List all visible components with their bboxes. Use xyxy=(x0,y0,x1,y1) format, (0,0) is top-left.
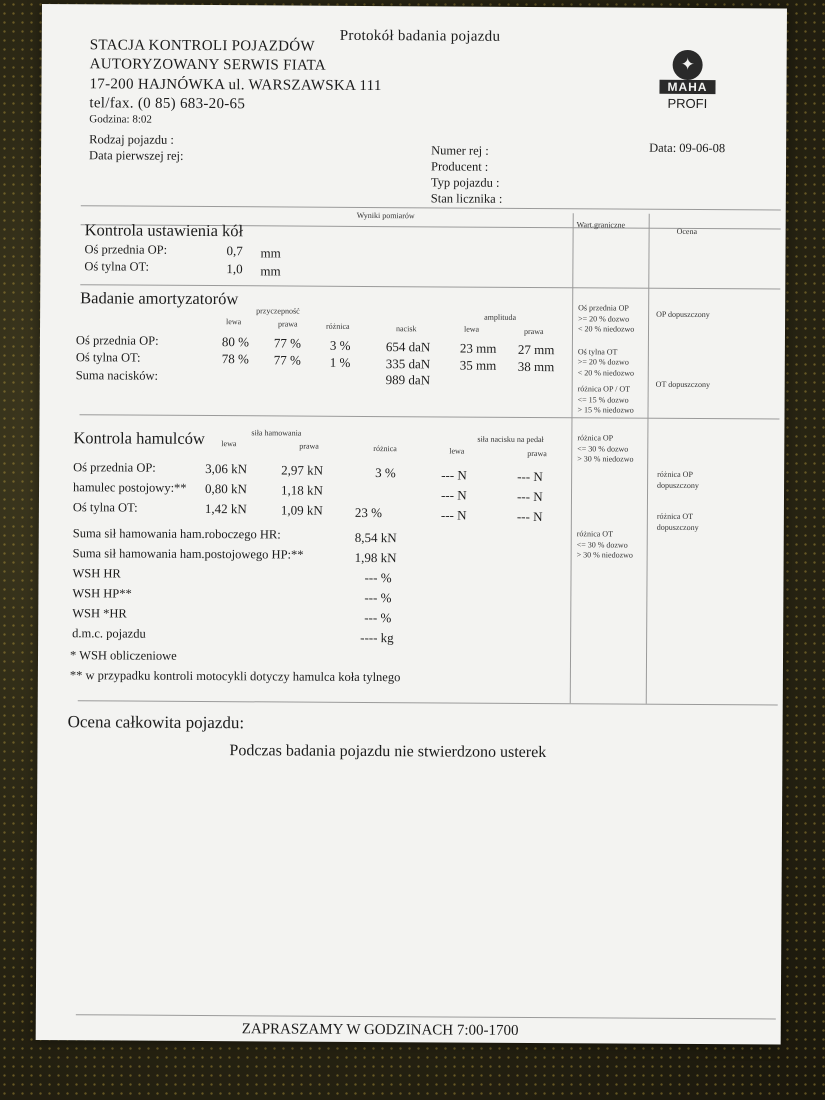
brakes-rear-pedal-right: --- N xyxy=(516,508,543,525)
shocks-rear-load: 335 daN xyxy=(385,356,431,372)
mileage-label: Stan licznika : xyxy=(430,191,503,206)
footnote-wsh: * WSH obliczeniowe xyxy=(69,648,177,663)
brakes-front-right: 2,97 kN xyxy=(281,462,324,478)
shocks-left-header: lewa xyxy=(226,317,242,327)
brakes-parking-right: 1,18 kN xyxy=(280,482,323,498)
shocks-limit-line: różnica OP / OT xyxy=(577,384,631,394)
report-date: Data: 09-06-08 xyxy=(649,140,726,156)
shocks-rating-front: OP dopuszczony xyxy=(656,309,710,320)
brakes-pedal-left-header: lewa xyxy=(449,446,465,456)
brakes-front-pedal-right: --- N xyxy=(517,468,543,485)
vehicle-type-label: Rodzaj pojazdu : xyxy=(89,132,174,147)
alignment-front-value: 0,7 xyxy=(226,243,243,259)
logo-caption: PROFI xyxy=(667,95,708,112)
brakes-pedal-right-header: prawa xyxy=(527,448,547,459)
brakes-limit-line: różnica OP xyxy=(577,433,614,443)
shocks-section-title: Badanie amortyzatorów xyxy=(80,288,239,309)
shocks-limit-line: < 20 % niedozwo xyxy=(577,324,635,334)
shocks-rear-left: 78 % xyxy=(221,351,249,367)
shocks-limit-line: >= 20 % dozwo xyxy=(577,357,629,367)
brakes-section-title: Kontrola hamulców xyxy=(73,428,205,449)
brakes-parking-label: hamulec postojowy:** xyxy=(73,480,187,495)
inspection-report-sheet xyxy=(36,4,787,1045)
table-bottom-divider xyxy=(78,700,778,705)
brakes-limit-line: <= 30 % dozwo xyxy=(576,539,628,550)
shocks-sum-label: Suma nacisków: xyxy=(75,368,159,383)
shocks-limit-line: > 15 % niedozwo xyxy=(577,405,634,415)
alignment-rear-unit: mm xyxy=(260,263,281,279)
shocks-limit-line: <= 15 % dozwo xyxy=(577,394,629,405)
shocks-rear-diff: 1 % xyxy=(329,354,351,370)
gvw-label: d.m.c. pojazdu xyxy=(72,626,146,641)
station-phone: tel/fax. (0 85) 683-20-65 xyxy=(89,95,246,113)
station-name: STACJA KONTROLI POJAZDÓW xyxy=(89,37,315,55)
shocks-amp-left-header: lewa xyxy=(463,324,480,334)
wsh-hp-value: --- % xyxy=(364,589,392,606)
registration-number-label: Numer rej : xyxy=(431,143,489,158)
brakes-rear-diff: 23 % xyxy=(354,504,383,521)
shocks-adhesion-header: przyczepność xyxy=(256,306,300,316)
brakes-limits-rear xyxy=(577,529,633,561)
brakes-limit-line: różnica OT xyxy=(576,529,614,539)
overall-rating-result: Podczas badania pojazdu nie stwierdzono usterek xyxy=(229,742,547,762)
brakes-rear-right: 1,09 kN xyxy=(280,502,323,518)
gvw-value: ---- kg xyxy=(360,629,394,646)
brakes-rating-rear xyxy=(657,512,699,533)
brakes-rear-pedal-left: --- N xyxy=(440,507,467,523)
shocks-limit-line: Oś przednia OP xyxy=(578,303,629,313)
brakes-limit-line: > 30 % niedozwo xyxy=(576,550,633,560)
alignment-section-title: Kontrola ustawienia kół xyxy=(84,220,244,241)
shocks-rear-amp-right: 38 mm xyxy=(517,358,555,375)
shocks-sum-value: 989 daN xyxy=(385,372,431,388)
shocks-front-load: 654 daN xyxy=(385,339,431,355)
alignment-rear-label: Oś tylna OT: xyxy=(84,259,150,274)
shocks-divider xyxy=(79,414,779,419)
wsh-calc-hr-value: --- % xyxy=(364,609,392,626)
station-subtitle: AUTORYZOWANY SERWIS FIATA xyxy=(89,56,326,74)
producer-label: Producent : xyxy=(430,159,489,174)
brakes-front-pedal-left: --- N xyxy=(441,467,467,483)
maha-logo xyxy=(659,50,715,111)
brakes-sum-service-value: 8,54 kN xyxy=(354,529,397,546)
brakes-rating-front-result: dopuszczony xyxy=(657,480,699,490)
shocks-load-header: nacisk xyxy=(395,324,417,334)
brakes-sum-service-label: Suma sił hamowania ham.roboczego HR: xyxy=(72,526,281,542)
rating-column-header: Ocena xyxy=(676,226,698,237)
alignment-front-unit: mm xyxy=(260,245,281,261)
brakes-limits-front xyxy=(577,433,633,465)
shocks-front-diff: 3 % xyxy=(329,337,351,353)
star-icon: ✦ xyxy=(673,50,703,80)
brakes-rating-rear-title: różnica OT xyxy=(656,511,694,521)
shocks-front-amp-right: 27 mm xyxy=(517,341,555,358)
shocks-rear-label: Oś tylna OT: xyxy=(75,350,141,365)
shocks-limit-line: < 20 % niedozwo xyxy=(577,367,635,378)
brakes-front-label: Oś przednia OP: xyxy=(73,460,156,475)
report-time: Godzina: 8:02 xyxy=(89,113,152,126)
shocks-front-label: Oś przednia OP: xyxy=(75,333,159,348)
station-address: 17-200 HAJNÓWKA ul. WARSZAWSKA 111 xyxy=(89,76,382,95)
brakes-limit-line: <= 30 % dozwo xyxy=(577,443,629,454)
brakes-rating-front xyxy=(657,470,699,491)
shocks-front-amp-left: 23 mm xyxy=(459,340,497,356)
shocks-limits xyxy=(577,303,634,416)
brakes-parking-pedal-left: --- N xyxy=(440,487,467,503)
shocks-front-left: 80 % xyxy=(221,334,250,350)
shocks-diff-header: różnica xyxy=(326,321,350,331)
brakes-rear-label: Oś tylna OT: xyxy=(72,500,138,515)
shocks-rear-amp-left: 35 mm xyxy=(459,357,497,373)
alignment-rear-value: 1,0 xyxy=(226,261,243,277)
document-title: Protokół badania pojazdu xyxy=(339,27,501,45)
brakes-parking-pedal-right: --- N xyxy=(516,488,543,505)
wsh-hp-label: WSH HP** xyxy=(72,586,132,601)
model-label: Typ pojazdu : xyxy=(430,175,500,190)
shocks-amplitude-header: amplituda xyxy=(484,312,517,322)
shocks-amp-right-header: prawa xyxy=(523,326,544,337)
brakes-limit-line: > 30 % niedozwo xyxy=(577,454,634,464)
shocks-right-header: prawa xyxy=(278,319,298,329)
wsh-calc-hr-label: WSH *HR xyxy=(72,606,127,621)
results-column-header: Wyniki pomiarów xyxy=(356,210,415,221)
brakes-rating-front-title: różnica OP xyxy=(657,469,693,479)
brakes-pedal-header: siła nacisku na pedał xyxy=(477,434,544,445)
wsh-hr-value: --- % xyxy=(364,569,392,586)
footnote-motorcycle: ** w przypadku kontroli motocykli dotyczy hamulca koła tylnego xyxy=(69,668,401,685)
brakes-parking-left: 0,80 kN xyxy=(204,481,247,497)
logo-band: MAHA xyxy=(659,80,715,94)
brakes-sum-parking-label: Suma sił hamowania ham.postojowego HP:** xyxy=(72,546,304,562)
shocks-rear-right: 77 % xyxy=(273,352,301,368)
brakes-front-left: 3,06 kN xyxy=(205,461,248,477)
brakes-front-diff: 3 % xyxy=(375,465,396,481)
shocks-limit-line: >= 20 % dozwo xyxy=(578,313,630,324)
shocks-rating-rear: OT dopuszczony xyxy=(655,379,711,390)
shocks-front-right: 77 % xyxy=(273,335,302,351)
brakes-sum-parking-value: 1,98 kN xyxy=(354,549,397,566)
brakes-left-header: lewa xyxy=(221,439,237,449)
first-registration-label: Data pierwszej rej: xyxy=(89,148,184,163)
wsh-hr-label: WSH HR xyxy=(72,566,121,581)
limits-column-header: Wart.graniczne xyxy=(576,220,626,230)
alignment-front-label: Oś przednia OP: xyxy=(84,242,168,257)
brakes-rear-left: 1,42 kN xyxy=(204,501,247,517)
brakes-diff-header: różnica xyxy=(373,444,397,454)
brakes-right-header: prawa xyxy=(299,441,319,451)
shocks-limit-line: Oś tylna OT xyxy=(577,346,618,357)
brakes-force-header: siła hamowania xyxy=(251,428,302,438)
footer-opening-hours: ZAPRASZAMY W GODZINACH 7:00-1700 xyxy=(241,1021,519,1039)
overall-rating-title: Ocena całkowita pojazdu: xyxy=(67,712,245,733)
footer-divider xyxy=(76,1014,776,1019)
brakes-rating-rear-result: dopuszczony xyxy=(656,522,699,532)
